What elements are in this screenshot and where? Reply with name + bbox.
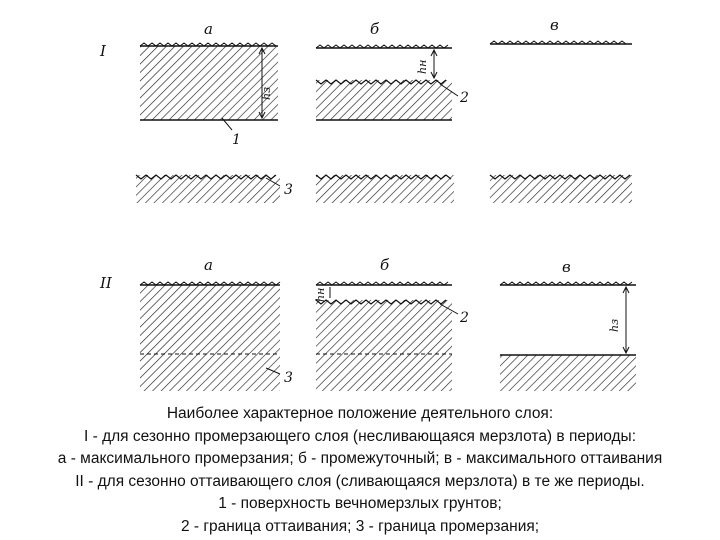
caption-line-periods: а - максимального промерзания; б - промежуточный; в - максимального оттаивания <box>57 450 663 467</box>
caption-legend-1: 1 - поверхность вечномерзлых грунтов; <box>218 495 502 512</box>
callout-1: 1 <box>232 132 241 148</box>
callout-2-row2: 2 <box>460 310 469 326</box>
panel-I-a <box>140 43 278 148</box>
figure-caption <box>0 403 720 538</box>
callout-3-row1: 3 <box>284 182 293 198</box>
caption-line-I: I - для сезонно промерзающего слоя (несливающаяся мерзлота) в периоды: <box>83 427 637 445</box>
col-label-b-row1: б <box>370 20 380 38</box>
col-label-a-row2: а <box>204 256 213 274</box>
col-label-a-row1: а <box>204 20 213 38</box>
col-label-v-row2: в <box>562 258 571 276</box>
permafrost-row1 <box>136 175 632 203</box>
col-label-b-row2: б <box>380 256 390 274</box>
panel-I-v <box>490 41 632 44</box>
caption-legend-2-3: 2 - граница оттаивания; 3 - граница промерзания; <box>180 517 540 535</box>
caption-line-II: II - для сезонно оттаивающего слоя (сливающаяся мерзлота) в те же периоды. <box>75 472 645 490</box>
callout-2-row1: 2 <box>460 90 469 106</box>
row-label-II: II <box>100 274 112 292</box>
callout-3-row2: 3 <box>284 370 293 386</box>
depth-label-hn-Ib: hн <box>416 59 429 74</box>
depth-label-hz-IIv: hз <box>608 318 621 332</box>
panel-I-b <box>316 45 469 120</box>
depth-label-hz-Ia: hз <box>260 86 273 100</box>
panel-II-a <box>140 282 293 391</box>
depth-label-hn-IIb: hн <box>314 287 327 302</box>
panel-II-v <box>500 282 636 391</box>
col-label-v-row1: в <box>550 16 559 34</box>
caption-title: Наиболее характерное положение деятельного слоя: <box>166 405 554 422</box>
panel-II-b <box>314 282 469 391</box>
row-label-I: I <box>100 42 106 60</box>
